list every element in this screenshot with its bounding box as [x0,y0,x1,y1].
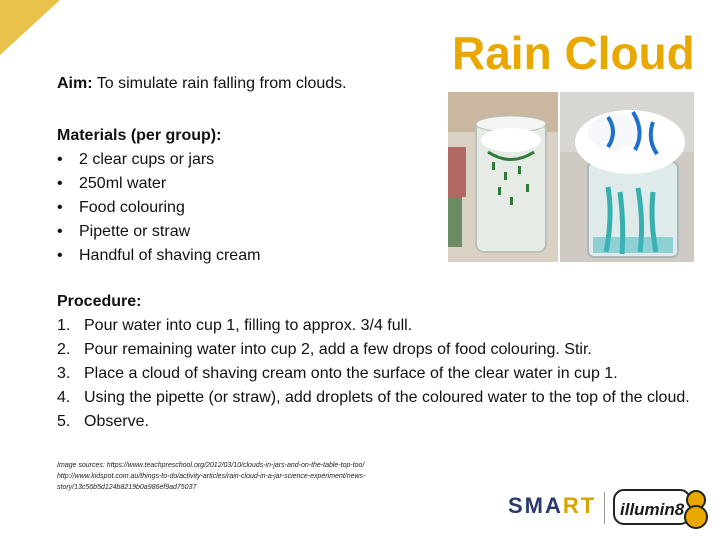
material-item: • Food colouring [57,196,260,220]
photo-jar-right [560,92,694,262]
procedure-step [57,410,697,434]
svg-text:illumin8: illumin8 [620,500,685,519]
step-text: Pour water into cup 1, filling to approx. 3/4 full. [84,317,413,334]
step-number: 3. [57,365,71,382]
material-item: • 2 clear cups or jars [57,148,260,172]
aim-label: Aim: [57,75,93,92]
image-sources [57,460,417,493]
page-title: Rain Cloud [452,27,695,79]
corner-decoration [0,0,60,55]
source-line: story/13c56b5d124b8219b0a986ef9ad75037 [57,484,197,491]
photo-jar-left [448,92,558,262]
step-number: 5. [57,413,71,430]
procedure-step [57,386,697,410]
step-number: 1. [57,317,71,334]
logo-divider [604,492,605,524]
step-number: 4. [57,389,71,406]
step-text: Observe. [84,413,149,430]
source-line: http://www.kidspot.com.au/things-to-do/activity-articles/rain-cloud-in-a-jar-science-experiment/news- [57,473,366,480]
step-text: Using the pipette (or straw), add droplets of the coloured water to the top of the cloud. [84,389,690,406]
materials-section [57,124,260,268]
procedure-heading: Procedure: [57,293,142,310]
procedure-step [57,314,697,338]
materials-heading: Materials (per group): [57,127,222,144]
aim-line [57,75,347,93]
procedure-step [57,338,697,362]
step-number: 2. [57,341,71,358]
procedure-section [57,290,697,434]
materials-list [57,148,260,268]
material-item: • Handful of shaving cream [57,244,260,268]
step-text: Place a cloud of shaving cream onto the surface of the clear water in cup 1. [84,365,618,382]
step-text: Pour remaining water into cup 2, add a few drops of food colouring. Stir. [84,341,592,358]
aim-text: To simulate rain falling from clouds. [92,75,347,92]
illumin8-logo [612,484,708,532]
source-line: Image sources: https://www.teachpreschool.org/2012/03/10/clouds-in-jars-and-on-the-table-top-too/ [57,462,365,469]
procedure-step [57,362,697,386]
procedure-list [57,314,697,434]
material-item: • Pipette or straw [57,220,260,244]
material-item: • 250ml water [57,172,260,196]
smart-logo: SMART [508,493,597,518]
experiment-photos [448,92,694,262]
